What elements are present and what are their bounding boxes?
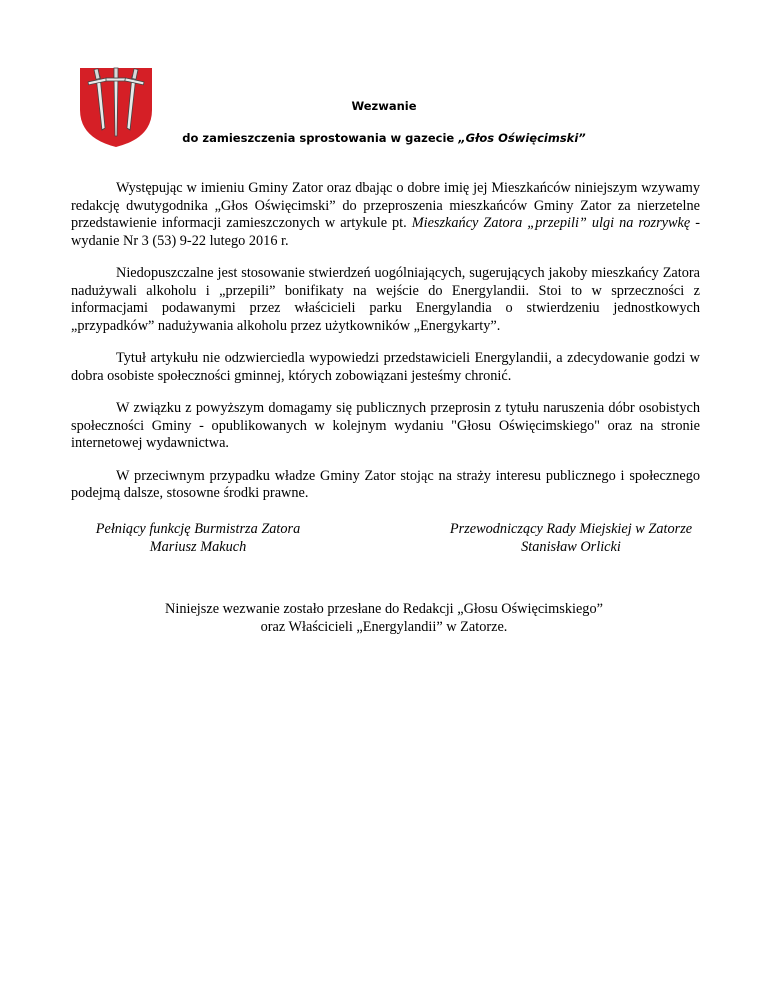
- signature-mayor-role: Pełniący funkcję Burmistrza Zatora: [95, 521, 301, 537]
- distribution-note: [0, 601, 768, 636]
- newspaper-name: „Głos Oświęcimski”: [458, 131, 586, 145]
- paragraph-5: W przeciwnym przypadku władze Gminy Zator stojąc na straży interesu publicznego i społecznego podejmą dalsze, stosowne środki prawne.: [71, 467, 700, 501]
- document-body: [71, 180, 700, 518]
- document-subtitle: [0, 131, 768, 145]
- document-title: Wezwanie: [351, 99, 417, 113]
- signature-council-chair: [432, 521, 710, 556]
- distribution-note-line-1: Niniejsze wezwanie zostało przesłane do Redakcji „Głosu Oświęcimskiego”: [165, 601, 603, 617]
- signature-chair-name: Stanisław Orlicki: [521, 538, 621, 555]
- distribution-note-line-2: oraz Właścicieli „Energylandii” w Zatorze.: [260, 618, 508, 635]
- paragraph-2: Niedopuszczalne jest stosowanie stwierdzeń uogólniających, sugerujących jakoby mieszkańcy Zatora nadużywali alkoholu i „przepili” bonifikaty na wejście do Energylandii. Stoi to w sprzeczności z informacjami podawanymi przez właścicieli parku Energylandia o stwierdzeniu jednostkowych „przypadków” nadużywania alkoholu przez użytkowników „Energykarty”.: [71, 265, 700, 334]
- paragraph-4: W związku z powyższym domagamy się publicznych przeprosin z tytułu naruszenia dóbr osobistych społeczności Gminy - opublikowanych w kolejnym wydaniu "Głosu Oświęcimskiego" oraz na stronie internetowej wydawnictwa.: [71, 400, 700, 451]
- subtitle-prefix: do zamieszczenia sprostowania w gazecie: [182, 131, 459, 145]
- article-title: Mieszkańcy Zatora „przepili” ulgi na rozrywkę: [411, 215, 691, 231]
- paragraph-1: [71, 180, 700, 250]
- paragraph-1-issue: - wydanie Nr 3 (53) 9-22 lutego 2016 r.: [71, 215, 700, 249]
- paragraph-3: Tytuł artykułu nie odzwierciedla wypowiedzi przedstawicieli Energylandii, a zdecydowanie godzi w dobra osobiste społeczności gminnej, których zobowiązani jesteśmy chronić.: [71, 350, 700, 384]
- signature-mayor: [86, 521, 310, 556]
- signature-mayor-name: Mariusz Makuch: [149, 538, 247, 555]
- paragraph-1-text: Występując w imieniu Gminy Zator oraz dbając o dobre imię jej Mieszkańców niniejszym wzywamy redakcję dwutygodnika „Głos Oświęcimski” do przeproszenia mieszkańców Gminy Zator za nierzetelne przedstawienie informacji zamieszczonych w artykule pt.: [71, 180, 700, 231]
- signature-chair-role: Przewodniczący Rady Miejskiej w Zatorze: [449, 521, 693, 537]
